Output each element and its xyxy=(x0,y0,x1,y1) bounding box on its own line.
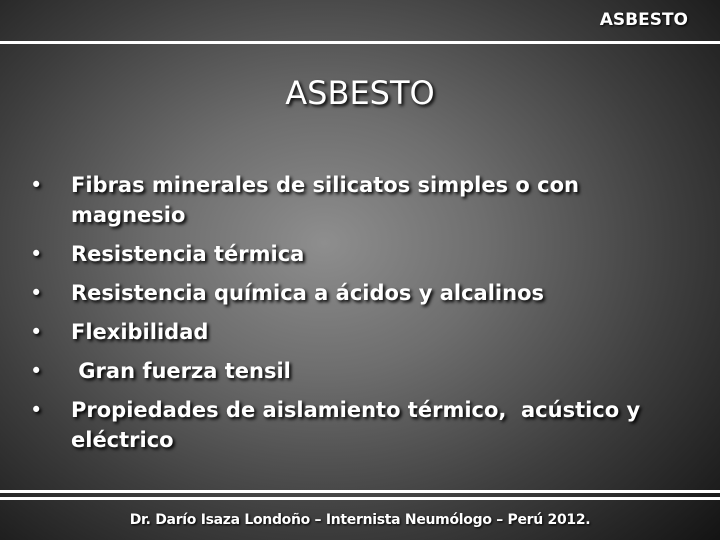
bullet-item xyxy=(28,395,698,455)
bullet-list xyxy=(28,170,698,455)
bullet-item xyxy=(28,239,698,269)
header-label: ASBESTO xyxy=(599,10,688,30)
bullet-dot-icon: • xyxy=(30,173,43,197)
bullet-dot-icon: • xyxy=(30,359,43,383)
bullet-text: Gran fuerza tensil xyxy=(71,359,291,383)
bullet-dot-icon: • xyxy=(30,242,43,266)
bullet-dot-icon: • xyxy=(30,281,43,305)
bullet-dot-icon: • xyxy=(30,320,43,344)
bottom-rule xyxy=(0,497,720,500)
bullet-dot-icon: • xyxy=(30,398,43,422)
bullet-text: Resistencia química a ácidos y alcalinos xyxy=(71,281,544,305)
bullet-text: Fibras minerales de silicatos simples o con magnesio xyxy=(71,173,579,227)
slide-title: ASBESTO xyxy=(285,74,435,112)
bullet-item xyxy=(28,278,698,308)
footer-credit: Dr. Darío Isaza Londoño – Internista Neumólogo – Perú 2012. xyxy=(129,512,591,528)
bullet-text: Propiedades de aislamiento térmico, acústico y eléctrico xyxy=(71,398,648,452)
bullet-text: Flexibilidad xyxy=(71,320,209,344)
bullet-text: Resistencia térmica xyxy=(71,242,305,266)
bullet-item xyxy=(28,356,698,386)
bullet-item xyxy=(28,317,698,347)
top-rule xyxy=(0,41,720,44)
bullet-item xyxy=(28,170,698,230)
bottom-rule xyxy=(0,490,720,493)
